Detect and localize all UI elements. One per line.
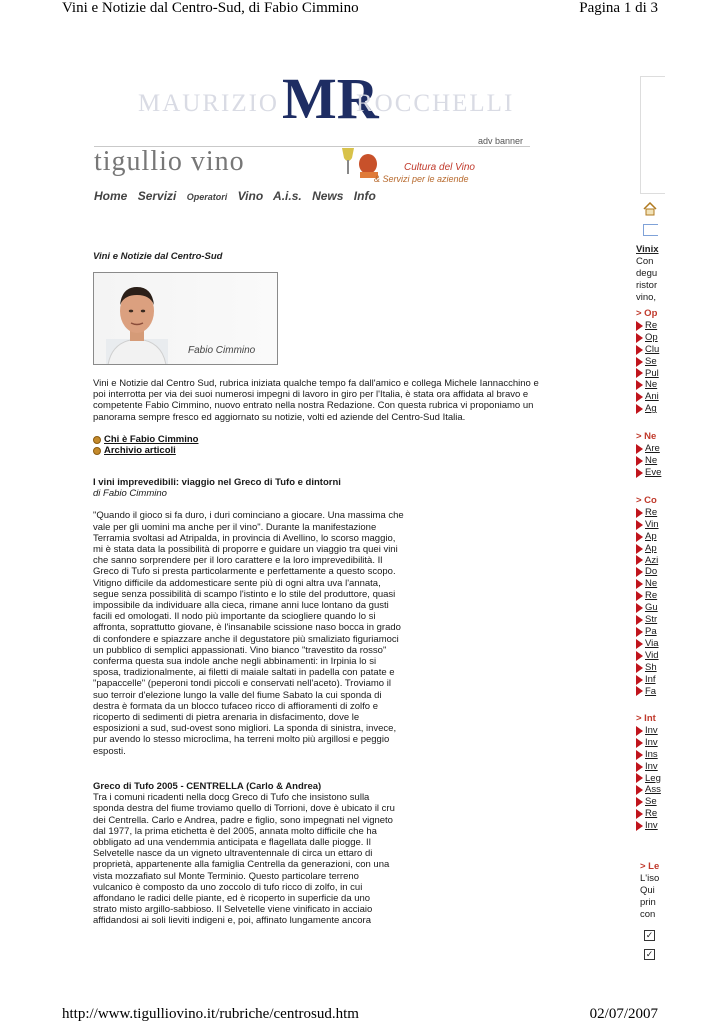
arrow-icon bbox=[636, 675, 643, 685]
sidebar-link[interactable] bbox=[636, 543, 666, 555]
sidebar-group-head: > Op bbox=[636, 308, 658, 319]
sidebar-last-head: > Le bbox=[640, 861, 660, 872]
sidebar-link[interactable] bbox=[636, 650, 666, 662]
arrow-icon bbox=[636, 333, 643, 343]
home-icon[interactable] bbox=[643, 202, 657, 216]
sidebar-link[interactable] bbox=[636, 725, 666, 737]
sidebar-group-head: > Ne bbox=[636, 431, 657, 442]
sidebar-group bbox=[636, 713, 666, 832]
arrow-icon bbox=[636, 773, 643, 783]
sponsor-monogram: MR bbox=[282, 66, 379, 131]
arrow-icon bbox=[636, 404, 643, 414]
nav-ais[interactable]: A.i.s. bbox=[273, 189, 302, 203]
sidebar-link[interactable] bbox=[636, 566, 666, 578]
sidebar-link-label: Azi bbox=[645, 554, 659, 566]
mail-icon[interactable] bbox=[643, 224, 658, 236]
link-item bbox=[93, 445, 198, 456]
sidebar-group bbox=[636, 308, 666, 415]
sidebar-link[interactable] bbox=[636, 820, 666, 832]
sidebar-link[interactable] bbox=[636, 379, 666, 391]
arrow-icon bbox=[636, 444, 643, 454]
sidebar-link-label: Are bbox=[645, 442, 660, 454]
sidebar-link-label: Re bbox=[645, 319, 658, 331]
print-header-page: Pagina 1 di 3 bbox=[579, 0, 658, 16]
sidebar-link[interactable] bbox=[636, 773, 666, 785]
arrow-icon bbox=[636, 726, 643, 736]
nav-vino[interactable]: Vino bbox=[237, 189, 264, 203]
sidebar-link-label: Clu bbox=[645, 343, 660, 355]
author-links bbox=[93, 434, 198, 456]
photo-caption: Fabio Cimmino bbox=[188, 345, 256, 356]
author-portrait-icon bbox=[106, 279, 168, 365]
sidebar-link[interactable] bbox=[636, 784, 666, 796]
arrow-icon bbox=[636, 797, 643, 807]
sidebar-banner-frame bbox=[640, 76, 665, 194]
sidebar-group bbox=[636, 431, 666, 479]
sidebar-link-label: Inv bbox=[645, 760, 658, 772]
section-title: Vini e Notizie dal Centro-Sud bbox=[93, 251, 223, 262]
sidebar-link[interactable] bbox=[636, 796, 666, 808]
sidebar-group-head: > Int bbox=[636, 713, 656, 724]
sidebar-link[interactable] bbox=[636, 686, 666, 698]
sidebar-link-label: Gu bbox=[645, 602, 658, 614]
arrow-icon bbox=[636, 468, 643, 478]
arrow-icon bbox=[636, 567, 643, 577]
sidebar-link[interactable] bbox=[636, 332, 666, 344]
sidebar-link-label: Pa bbox=[645, 625, 657, 637]
checkbox-icon[interactable]: ✓ bbox=[645, 930, 654, 940]
sidebar-link-label: Re bbox=[645, 808, 658, 820]
sidebar-link-label: Op bbox=[645, 331, 658, 343]
nav-servizi[interactable]: Servizi bbox=[137, 189, 177, 203]
site-logo[interactable]: tigullio vino bbox=[94, 146, 245, 177]
bullet-icon bbox=[93, 447, 101, 455]
sidebar-group-head: > Co bbox=[636, 495, 657, 506]
arrow-icon bbox=[636, 686, 643, 696]
sidebar-link-label: Se bbox=[645, 796, 657, 808]
arrow-icon bbox=[636, 380, 643, 390]
vinix-line: ristor bbox=[636, 279, 658, 291]
tagline-services: & Servizi per le aziende bbox=[374, 174, 469, 184]
sidebar-link[interactable] bbox=[636, 674, 666, 686]
sidebar-link[interactable] bbox=[636, 391, 666, 403]
nav-info[interactable]: Info bbox=[353, 189, 376, 203]
author-photo bbox=[93, 272, 278, 365]
nav-news[interactable]: News bbox=[312, 189, 344, 203]
sidebar-link-label: Ani bbox=[645, 391, 659, 403]
print-footer-url: http://www.tigulliovino.it/rubriche/centrosud.htm bbox=[62, 1006, 359, 1022]
sidebar-link-label: Vid bbox=[645, 649, 659, 661]
sidebar-link-label: Pul bbox=[645, 367, 659, 379]
vinix-line: vino, bbox=[636, 291, 657, 303]
sidebar-link[interactable] bbox=[636, 555, 666, 567]
sidebar-last-line: Qui bbox=[640, 884, 655, 896]
sidebar-link[interactable] bbox=[636, 662, 666, 674]
sidebar-link[interactable] bbox=[636, 808, 666, 820]
arrow-icon bbox=[636, 508, 643, 518]
sidebar-link-label: Do bbox=[645, 566, 658, 578]
sidebar-link-label: Fa bbox=[645, 685, 657, 697]
sidebar-link-label: Ins bbox=[645, 748, 658, 760]
sidebar-link[interactable] bbox=[636, 443, 666, 455]
article-1-body: "Quando il gioco si fa duro, i duri cominciano a giocare. Una massima che vale per gli uomini ma anche per il vino". Durante la manifestazione Terramia svoltasi ad Atripalda, in provincia di Avellino, lo scorso maggio, mi è stata data la possibilità di proporre e guidare un viaggio tra quei vini che sanno sorprendere per il loro carattere e la loro imprevedibilità. Il Greco di Tufo si presta particolarmente e perfettamente a questo scopo. Vitigno difficile da addomesticare sente più di ogni altra uva l'annata, segue senza possibilità di scampo l'istinto e lo stile del produttore, quasi impossibile da individuare alla cieca, rimane anni luce lontano da gusti facili ed omologati. Il nodo più importante da sciogliere quando lo si affronta, soprattutto giovane, è l'insanabile scissione naso bocca in grado di confondere e spiazzare anche il degustatore più smaliziato figuriamoci un pubblico di semplici appassionati. Vino bianco "travestito da rosso" conferma questa sua indole anche negli abbinamenti: in Irpinia lo si sposa, tradizionalmente, ai filetti di maiale saltati in padella con patate e "papaccelle" (peperoni tondi piccoli e conservati nell'aceto). Troviamo il suo terroir d'elezione lungo la valle del fiume Sabato la cui sponda di destra è formata da un blocco tufaceo ricco di affioramenti di zolfo e ricoperto di sedimenti di pietra arenaria in disfacimento, dove le esposizioni a sud, sud-ovest sono migliori. La sponda di sinistra, invece, pur avendo lo stesso microclima, ha terreni molto più argillosi e peggio esposti. bbox=[93, 510, 404, 757]
arrow-icon bbox=[636, 345, 643, 355]
sidebar-link[interactable] bbox=[636, 737, 666, 749]
sidebar-link[interactable] bbox=[636, 638, 666, 650]
arrow-icon bbox=[636, 532, 643, 542]
arrow-icon bbox=[636, 544, 643, 554]
sidebar-link[interactable] bbox=[636, 602, 666, 614]
article-2-body: Tra i comuni ricadenti nella docg Greco di Tufo che insistono sulla sponda destra del fiume troviamo quello di Torrioni, dove è ubicato il cru dei Centrella. Carlo e Andrea, padre e figlio, sono impegnati nel vigneto dal 1977, la prima etichetta è del 2005, annata molto difficile che ha obbligato ad una vendemmia anticipata e flagellata dalle piogge. Il Selvetelle nasce da un vigneto ultraventennale di circa un ettaro di proprietà, appartenente alla famiglia Centrella da generazioni, con una vista mozzafiato sul Monte Terminio. Questo particolare terreno vulcanico è composto da uno zoccolo di tufo ricco di zolfo, in cui affondano le radici delle piante, ed è ricoperto in superficie da uno strato misto argillo-sabbioso. Il Selvetelle viene vinificato in acciaio affidandosi ai soli lieviti indigeni e, poi, affinato lungamente ancora bbox=[93, 792, 395, 927]
sidebar-link-label: Re bbox=[645, 506, 658, 518]
sidebar-link[interactable] bbox=[636, 368, 666, 380]
sidebar-link[interactable] bbox=[636, 467, 666, 479]
sidebar-link[interactable] bbox=[636, 614, 666, 626]
article-1 bbox=[93, 477, 548, 757]
arrow-icon bbox=[636, 639, 643, 649]
sidebar-link-label: Ap bbox=[645, 542, 657, 554]
sidebar-link[interactable] bbox=[636, 320, 666, 332]
sidebar-link[interactable] bbox=[636, 455, 666, 467]
article-1-title: I vini imprevedibili: viaggio nel Greco di Tufo e dintorni bbox=[93, 477, 341, 488]
bullet-icon bbox=[93, 436, 101, 444]
arrow-icon bbox=[636, 809, 643, 819]
sidebar-link-label: Ne bbox=[645, 379, 658, 391]
arrow-icon bbox=[636, 357, 643, 367]
vinix-title[interactable]: Vinix bbox=[636, 244, 659, 255]
arrow-icon bbox=[636, 762, 643, 772]
site-banner[interactable] bbox=[94, 66, 530, 188]
sidebar-link-label: Vin bbox=[645, 518, 659, 530]
sidebar-link-label: Eve bbox=[645, 466, 662, 478]
sidebar-link-label: Inf bbox=[645, 673, 656, 685]
sidebar-link[interactable] bbox=[636, 761, 666, 773]
sidebar-link[interactable] bbox=[636, 356, 666, 368]
arrow-icon bbox=[636, 392, 643, 402]
link-item bbox=[93, 434, 198, 445]
sidebar-link-label: Se bbox=[645, 355, 657, 367]
arrow-icon bbox=[636, 821, 643, 831]
tagline-culture: Cultura del Vino bbox=[404, 162, 475, 173]
article-2-title: Greco di Tufo 2005 - CENTRELLA (Carlo & Andrea) bbox=[93, 781, 322, 792]
article-2 bbox=[93, 781, 395, 927]
sidebar-link[interactable] bbox=[636, 403, 666, 415]
intro-text: Vini e Notizie dal Centro Sud, rubrica iniziata qualche tempo fa dall'amico e collega Michele Iannacchino e poi interrotta per via dei suoi numerosi impegni di lavoro in giro per l'Italia, è stata ora affidata al bravo e competente Fabio Cimmino, nuovo entrato nella nostra Redazione. Con questa rubrica vi proponiamo un panorama sempre fresco ed aggiornato su notizie, volti ed aziende del Centro-Sud Italia. bbox=[93, 378, 539, 423]
sidebar-link-label: Re bbox=[645, 590, 658, 602]
sidebar-link[interactable] bbox=[636, 344, 666, 356]
sidebar-link[interactable] bbox=[636, 507, 666, 519]
arrow-icon bbox=[636, 456, 643, 466]
sidebar-link-label: Ag bbox=[645, 403, 657, 415]
sidebar-link-label: Str bbox=[645, 614, 658, 626]
arrow-icon bbox=[636, 603, 643, 613]
sidebar-last-line: prin bbox=[640, 896, 656, 908]
sidebar-link[interactable] bbox=[636, 531, 666, 543]
sponsor-name-right: ROCCHELLI bbox=[356, 90, 515, 117]
nav-home[interactable]: Home bbox=[94, 189, 128, 203]
sidebar-link[interactable] bbox=[636, 590, 666, 602]
sidebar-last bbox=[640, 861, 670, 921]
sidebar-link-label: Via bbox=[645, 637, 659, 649]
sidebar-link-label: Ass bbox=[645, 784, 661, 796]
arrow-icon bbox=[636, 321, 643, 331]
sidebar-link[interactable] bbox=[636, 578, 666, 590]
link-archivio[interactable]: Archivio articoli bbox=[104, 445, 176, 456]
sidebar-link-label: Leg bbox=[645, 772, 661, 784]
arrow-icon bbox=[636, 663, 643, 673]
sidebar-link[interactable] bbox=[636, 519, 666, 531]
sidebar-link-label: Ap bbox=[645, 530, 657, 542]
article-1-byline: di Fabio Cimmino bbox=[93, 488, 167, 500]
sidebar-last-line: L'iso bbox=[640, 872, 660, 884]
sidebar-link-label: Inv bbox=[645, 736, 658, 748]
print-footer-date: 02/07/2007 bbox=[589, 1006, 658, 1022]
vinix-line: degu bbox=[636, 267, 658, 279]
checkbox-icon[interactable]: ✓ bbox=[645, 949, 654, 959]
vinix-line: Con bbox=[636, 255, 654, 267]
main-nav bbox=[94, 189, 383, 203]
sponsor-name-left: MAURIZIO bbox=[138, 90, 279, 117]
adv-banner-label: adv banner bbox=[478, 136, 524, 146]
sidebar-link[interactable] bbox=[636, 749, 666, 761]
sidebar-vinix bbox=[636, 244, 666, 304]
arrow-icon bbox=[636, 615, 643, 625]
sidebar-group bbox=[636, 495, 666, 697]
arrow-icon bbox=[636, 520, 643, 530]
sidebar-link-label: Ne bbox=[645, 454, 658, 466]
arrow-icon bbox=[636, 627, 643, 637]
arrow-icon bbox=[636, 368, 643, 378]
sidebar-link-label: Sh bbox=[645, 661, 657, 673]
arrow-icon bbox=[636, 591, 643, 601]
sponsor-logo[interactable] bbox=[94, 66, 530, 134]
arrow-icon bbox=[636, 750, 643, 760]
link-chi-e[interactable]: Chi è Fabio Cimmino bbox=[104, 434, 199, 445]
arrow-icon bbox=[636, 579, 643, 589]
nav-operatori[interactable]: Operatori bbox=[186, 192, 228, 202]
arrow-icon bbox=[636, 738, 643, 748]
sidebar-link[interactable] bbox=[636, 626, 666, 638]
arrow-icon bbox=[636, 651, 643, 661]
sidebar-link-label: Inv bbox=[645, 724, 658, 736]
sidebar-link-label: Inv bbox=[645, 820, 658, 832]
sidebar-last-line: con bbox=[640, 908, 656, 920]
sidebar-link-label: Ne bbox=[645, 578, 658, 590]
arrow-icon bbox=[636, 785, 643, 795]
arrow-icon bbox=[636, 555, 643, 565]
print-header-title: Vini e Notizie dal Centro-Sud, di Fabio Cimmino bbox=[62, 0, 359, 16]
